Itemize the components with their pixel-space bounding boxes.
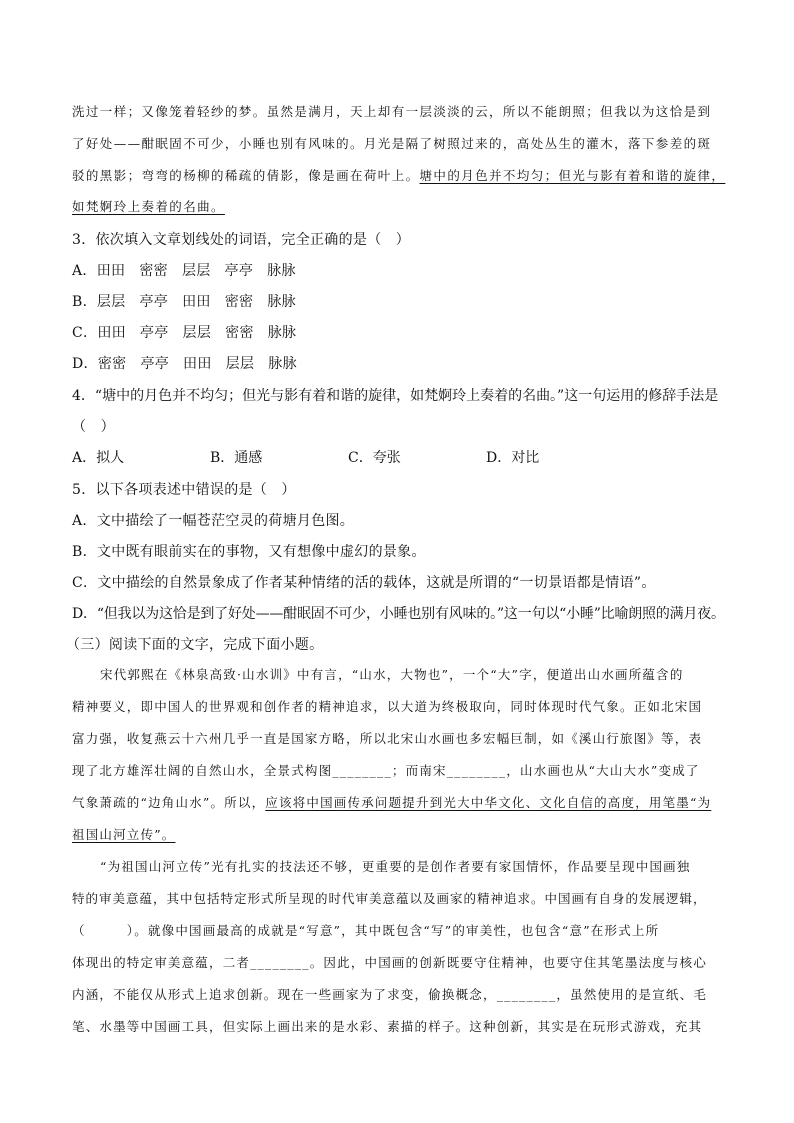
text: 。因此，中国画的创新既要守住精神，也要守住其笔墨法度与核心 [309, 955, 708, 970]
q5-stem: 5．以下各项表述中错误的是（ ） [72, 482, 296, 498]
word: 脉脉 [268, 356, 297, 372]
passage2-p1-line2: 精神要义，即中国人的世界观和创作者的精神追求，以大道为终极取向，同时体现时代气象。正如北宋国 [72, 699, 703, 714]
passage2-p2-line5 [72, 985, 707, 1003]
word: 层层 [181, 263, 211, 279]
passage1-line4 [72, 197, 225, 215]
q5-option-d: D．“但我以为这恰是到了好处——酣眠固不可少，小睡也别有风味的。”这一句以“小睡”比喻朗照的满月夜。 [72, 606, 725, 622]
q3-option-a [72, 260, 296, 280]
passage1-line3-plain: 驳的黑影；弯弯的杨柳的稀疏的倩影，像是画在荷叶上。 [72, 168, 420, 183]
word: 脉脉 [267, 263, 296, 279]
passage1-line4-underlined: 如梵婀玲上奏着的名曲。 [72, 199, 225, 214]
q5-option-b: B．文中既有眼前实在的事物，又有想像中虚幻的景象。 [72, 544, 426, 560]
section3-heading: （三）阅读下面的文字，完成下面小题。 [66, 637, 324, 653]
q3-option-a-letter: A． [72, 263, 97, 279]
text: ；而南宋 [391, 763, 447, 778]
word: 亭亭 [139, 294, 169, 310]
text: 现了北方雄浑壮阔的自然山水，全景式构图 [72, 763, 333, 778]
passage2-p1-line1: 宋代郭熙在《林泉高致·山水训》中有言，“山水，大物也”，一个“大”字，便道出山水画所蕴含的 [100, 667, 684, 682]
underlined-sentence: 应该将中国画传承问题提升到光大中华文化、文化自信的高度，用笔墨“为 [265, 795, 712, 810]
passage2-p2-line4 [72, 953, 707, 971]
q4-option-c: C．夸张 [348, 450, 401, 466]
passage2-p2-line1: “为祖国山河立传”光有扎实的技法还不够，更重要的是创作者要有家国情怀，作品要呈现中国画独 [100, 859, 691, 874]
passage2-p1-line4 [72, 761, 700, 779]
word: 脉脉 [267, 294, 296, 310]
text: ，虽然使用的是宣纸、毛 [556, 987, 708, 1002]
q4-option-a: A．拟人 [72, 450, 125, 466]
passage2-p1-line6 [72, 825, 176, 843]
word: 脉脉 [267, 325, 297, 341]
passage1-line1: 洗过一样；又像笼着轻纱的梦。虽然是满月，天上却有一层淡淡的云，所以不能朗照；但我以为这恰是到 [72, 104, 712, 119]
passage1-line3 [72, 166, 725, 184]
fill-blank-1: ________ [332, 763, 392, 778]
word: 亭亭 [139, 325, 169, 341]
text: 内涵，不能仅从形式上追求创新。现在一些画家为了求变，偷换概念， [72, 987, 497, 1002]
q3-option-b [72, 291, 296, 311]
word: 密密 [224, 294, 254, 310]
q4-option-b: B．通感 [210, 450, 263, 466]
word: 田田 [97, 325, 126, 341]
fill-blank-3: ________ [250, 955, 310, 970]
q4-option-d: D．对比 [486, 450, 540, 466]
q3-option-c-letter: C． [72, 325, 98, 341]
word: 密密 [97, 356, 127, 372]
word: 田田 [182, 294, 211, 310]
fill-blank-2: ________ [446, 763, 507, 778]
word: 田田 [183, 356, 212, 372]
word: 亭亭 [224, 263, 254, 279]
text: ，山水画也从“大山大水”变成了 [506, 763, 700, 778]
q5-option-a: A．文中描绘了一幅苍茫空灵的荷塘月色图。 [72, 513, 355, 529]
word: 密密 [139, 263, 168, 279]
text: 体现出的特定审美意蕴，二者 [72, 955, 251, 970]
word: 田田 [96, 263, 126, 279]
q3-option-d-letter: D． [72, 356, 98, 372]
q3-stem: 3．依次填入文章划线处的词语，完全正确的是（ ） [72, 232, 411, 248]
passage1-line2: 了好处——酣眠固不可少，小睡也别有风味的。月光是隔了树照过来的，高处丛生的灌木，落下参差的斑 [72, 136, 712, 151]
word: 密密 [225, 325, 254, 341]
fill-blank-4: ________ [496, 987, 557, 1002]
word: 层层 [182, 325, 212, 341]
q4-paren: （ ） [72, 419, 115, 435]
passage2-p1-line3: 富力强，收复燕云十六州几乎一直是国家方略，所以北宋山水画也多宏幅巨制，如《溪山行旅图》等，表 [72, 731, 703, 746]
passage2-p2-line6: 笔、水墨等中国画工具，但实际上画出来的是水彩、素描的样子。这种创新，其实是在玩形式游戏，充其 [72, 1019, 703, 1034]
word: 层层 [96, 294, 126, 310]
text: 气象萧疏的“边角山水”。所以， [72, 795, 266, 810]
word: 亭亭 [140, 356, 170, 372]
word: 层层 [225, 356, 255, 372]
passage2-p1-line5 [72, 793, 711, 811]
passage1-line3-underlined: 塘中的月色并不均匀；但光与影有着和谐的旋律， [419, 168, 726, 183]
q3-option-c [72, 322, 296, 342]
q3-option-b-letter: B． [72, 294, 97, 310]
passage2-p2-line2: 特的审美意蕴，其中包括特定形式所呈现的时代审美意蕴以及画家的精神追求。中国画有自身的发展逻辑， [72, 891, 707, 906]
q3-option-d [72, 353, 297, 373]
q5-option-c: C．文中描绘的自然景象成了作者某种情绪的活的载体，这就是所谓的“一切景语都是情语”。 [72, 575, 656, 591]
q4-stem: 4．“塘中的月色并不均匀；但光与影有着和谐的旋律，如梵婀玲上奏着的名曲。”这一句运用的修辞手法是 [72, 388, 719, 404]
underlined-sentence-end: 祖国山河立传”。 [72, 827, 176, 842]
passage2-p2-line3: （ ）。就像中国画最高的成就是“写意”，其中既包含“写”的审美性，也包含“意”在形式上所 [72, 923, 660, 938]
